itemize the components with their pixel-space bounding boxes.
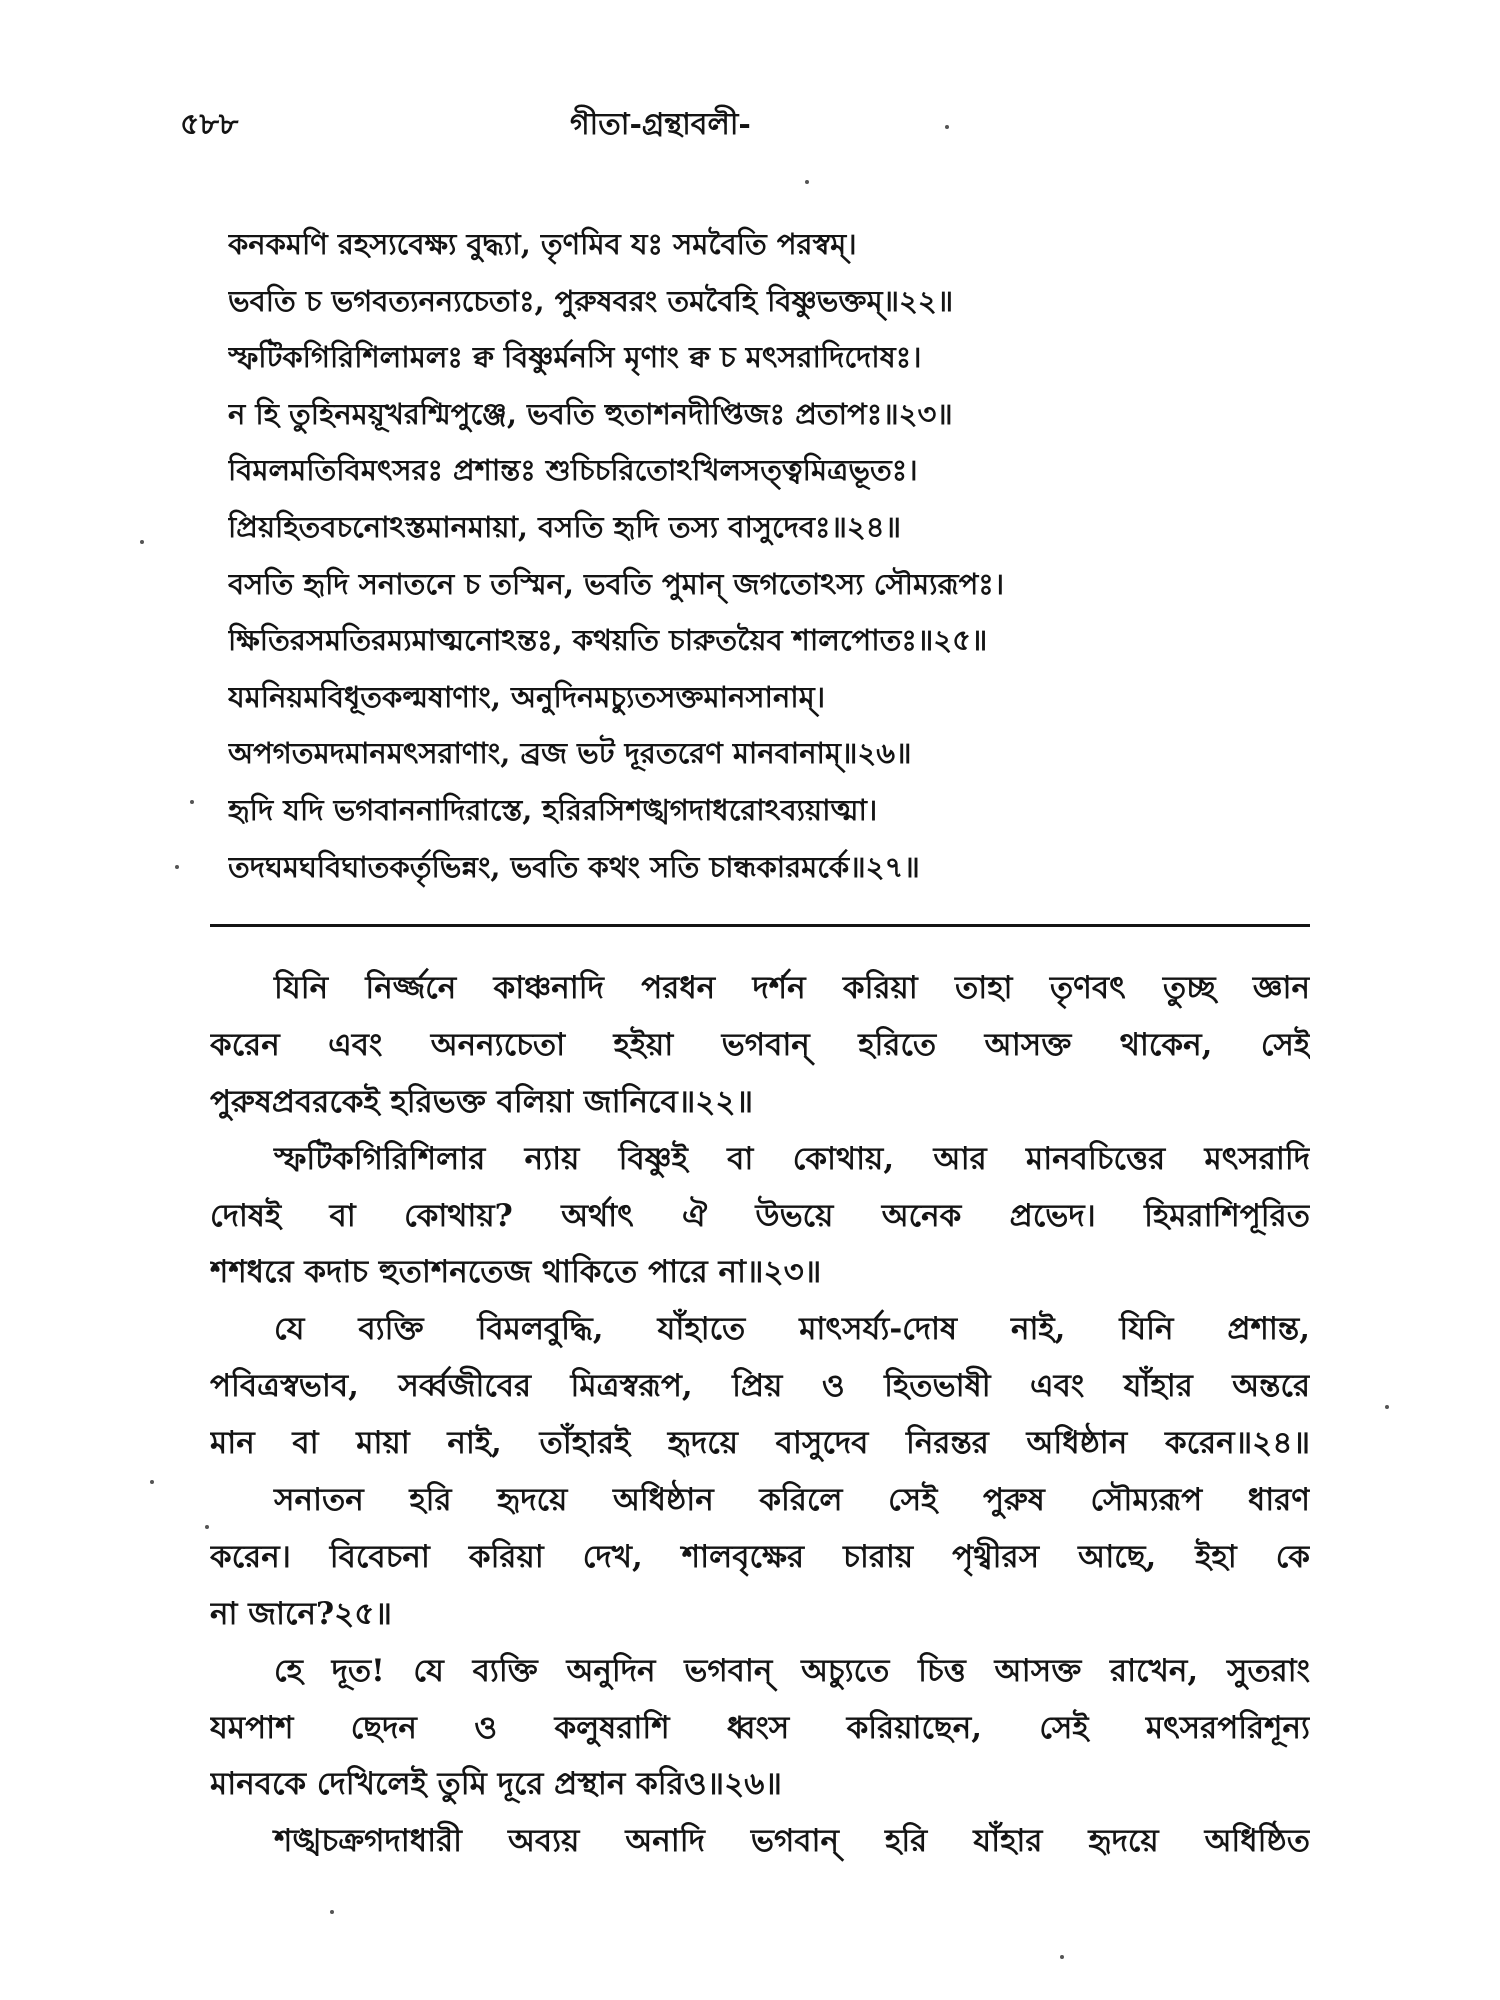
section-divider — [210, 924, 1310, 927]
scan-speck — [190, 800, 194, 804]
page-header — [180, 100, 1310, 150]
verse-line: ভবতি চ ভগবত্যনন্যচেতাঃ, পুরুষবরং তমবৈহি বিষ্ণুভক্তম্॥২২॥ — [228, 283, 954, 318]
scan-speck — [945, 125, 949, 129]
verse-line: কনকমণি রহস্যবেক্ষ্য বুদ্ধ্যা, তৃণমিব যঃ সমবৈতি পরস্বম্। — [228, 227, 857, 261]
scan-speck — [140, 540, 144, 544]
scan-speck — [150, 1480, 154, 1484]
scan-speck — [205, 1525, 209, 1529]
translation-line: মান বা মায়া নাই, তাঁহারই হৃদয়ে বাসুদেব নিরন্তর অধিষ্ঠান করেন॥২৪॥ — [210, 1425, 1310, 1462]
bengali-translation — [210, 960, 1310, 1870]
translation-line: শঙ্খচক্রগদাধারী অব্যয় অনাদি ভগবান্ হরি যাঁহার হৃদয়ে অধিষ্ঠিত — [274, 1823, 1310, 1860]
translation-line: করেন এবং অনন্যচেতা হইয়া ভগবান্ হরিতে আসক্ত থাকেন, সেই — [210, 1026, 1310, 1063]
verse-line: যমনিয়মবিধূতকল্মষাণাং, অনুদিনমচ্যুতসক্তমানসানাম্। — [228, 679, 826, 714]
sanskrit-verses — [228, 216, 1328, 895]
verse-line: তদঘমঘবিঘাতকর্তৃভিন্নং, ভবতি কথং সতি চান্ধকারমর্কে॥২৭॥ — [228, 849, 920, 884]
translation-line: যমপাশ ছেদন ও কলুষরাশি ধ্বংস করিয়াছেন, সেই মৎসরপরিশূন্য — [210, 1709, 1310, 1746]
translation-line: হে দূত! যে ব্যক্তি অনুদিন ভগবান্ অচ্যুতে চিত্ত আসক্ত রাখেন, সুতরাং — [274, 1652, 1310, 1689]
verse-line: প্রিয়হিতবচনোঽস্তমানমায়া, বসতি হৃদি তস্য বাসুদেবঃ॥২৪॥ — [228, 509, 901, 544]
scan-speck — [1060, 1955, 1064, 1959]
verse-line: ন হি তুহিনময়ূখরশ্মিপুঞ্জে, ভবতি হুতাশনদীপ্তিজঃ প্রতাপঃ॥২৩॥ — [228, 396, 953, 431]
scan-speck — [1385, 1405, 1389, 1409]
running-title: গীতা-গ্রন্থাবলী- — [570, 107, 751, 142]
verse-line: বসতি হৃদি সনাতনে চ তস্মিন, ভবতি পুমান্ জগতোঽস্য সৌম্যরূপঃ। — [228, 566, 1005, 601]
translation-line: দোষই বা কোথায়? অর্থাৎ ঐ উভয়ে অনেক প্রভেদ। হিমরাশিপূরিত — [210, 1197, 1310, 1234]
translation-line: স্ফটিকগিরিশিলার ন্যায় বিষ্ণুই বা কোথায়, আর মানবচিত্তের মৎসরাদি — [274, 1140, 1310, 1177]
verse-line: হৃদি যদি ভগবাননাদিরাস্তে, হরিরসিশঙ্খগদাধরোঽব্যয়াত্মা। — [228, 792, 878, 827]
translation-line: পুরুষপ্রবরকেই হরিভক্ত বলিয়া জানিবে॥২২॥ — [210, 1083, 754, 1120]
verse-line: ক্ষিতিরসমতিরম্যমাত্মনোঽন্তঃ, কথয়তি চারুতয়ৈব শালপোতঃ॥২৫॥ — [228, 623, 988, 658]
translation-line: শশধরে কদাচ হুতাশনতেজ থাকিতে পারে না॥২৩॥ — [210, 1254, 822, 1291]
page-number: ৫৮৮ — [180, 107, 239, 142]
verse-line: বিমলমতিবিমৎসরঃ প্রশান্তঃ শুচিচরিতোঽখিলসত্ত্বমিত্রভূতঃ। — [228, 453, 918, 488]
translation-line: যে ব্যক্তি বিমলবুদ্ধি, যাঁহাতে মাৎসর্য্য-দোষ নাই, যিনি প্রশান্ত, — [274, 1311, 1310, 1348]
translation-line: না জানে?২৫॥ — [210, 1595, 392, 1632]
scan-speck — [175, 865, 179, 869]
verse-line: অপগতমদমানমৎসরাণাং, ব্রজ ভট দূরতরেণ মানবানাম্॥২৬॥ — [228, 736, 912, 771]
translation-line: যিনি নির্জ্জনে কাঞ্চনাদি পরধন দর্শন করিয়া তাহা তৃণবৎ তুচ্ছ জ্ঞান — [274, 970, 1310, 1006]
translation-line: সনাতন হরি হৃদয়ে অধিষ্ঠান করিলে সেই পুরুষ সৌম্যরূপ ধারণ — [274, 1482, 1310, 1519]
verse-line: স্ফটিকগিরিশিলামলঃ ক্ব বিষ্ণুর্মনসি মৃণাং ক্ব চ মৎসরাদিদোষঃ। — [228, 340, 922, 375]
translation-line: পবিত্রস্বভাব, সর্ব্বজীবের মিত্রস্বরূপ, প্রিয় ও হিতভাষী এবং যাঁহার অন্তরে — [210, 1368, 1310, 1405]
translation-line: করেন। বিবেচনা করিয়া দেখ, শালবৃক্ষের চারায় পৃথ্বীরস আছে, ইহা কে — [210, 1538, 1310, 1575]
scan-speck — [330, 1910, 334, 1914]
scan-speck — [805, 180, 809, 184]
translation-line: মানবকে দেখিলেই তুমি দূরে প্রস্থান করিও॥২৬॥ — [210, 1766, 782, 1803]
